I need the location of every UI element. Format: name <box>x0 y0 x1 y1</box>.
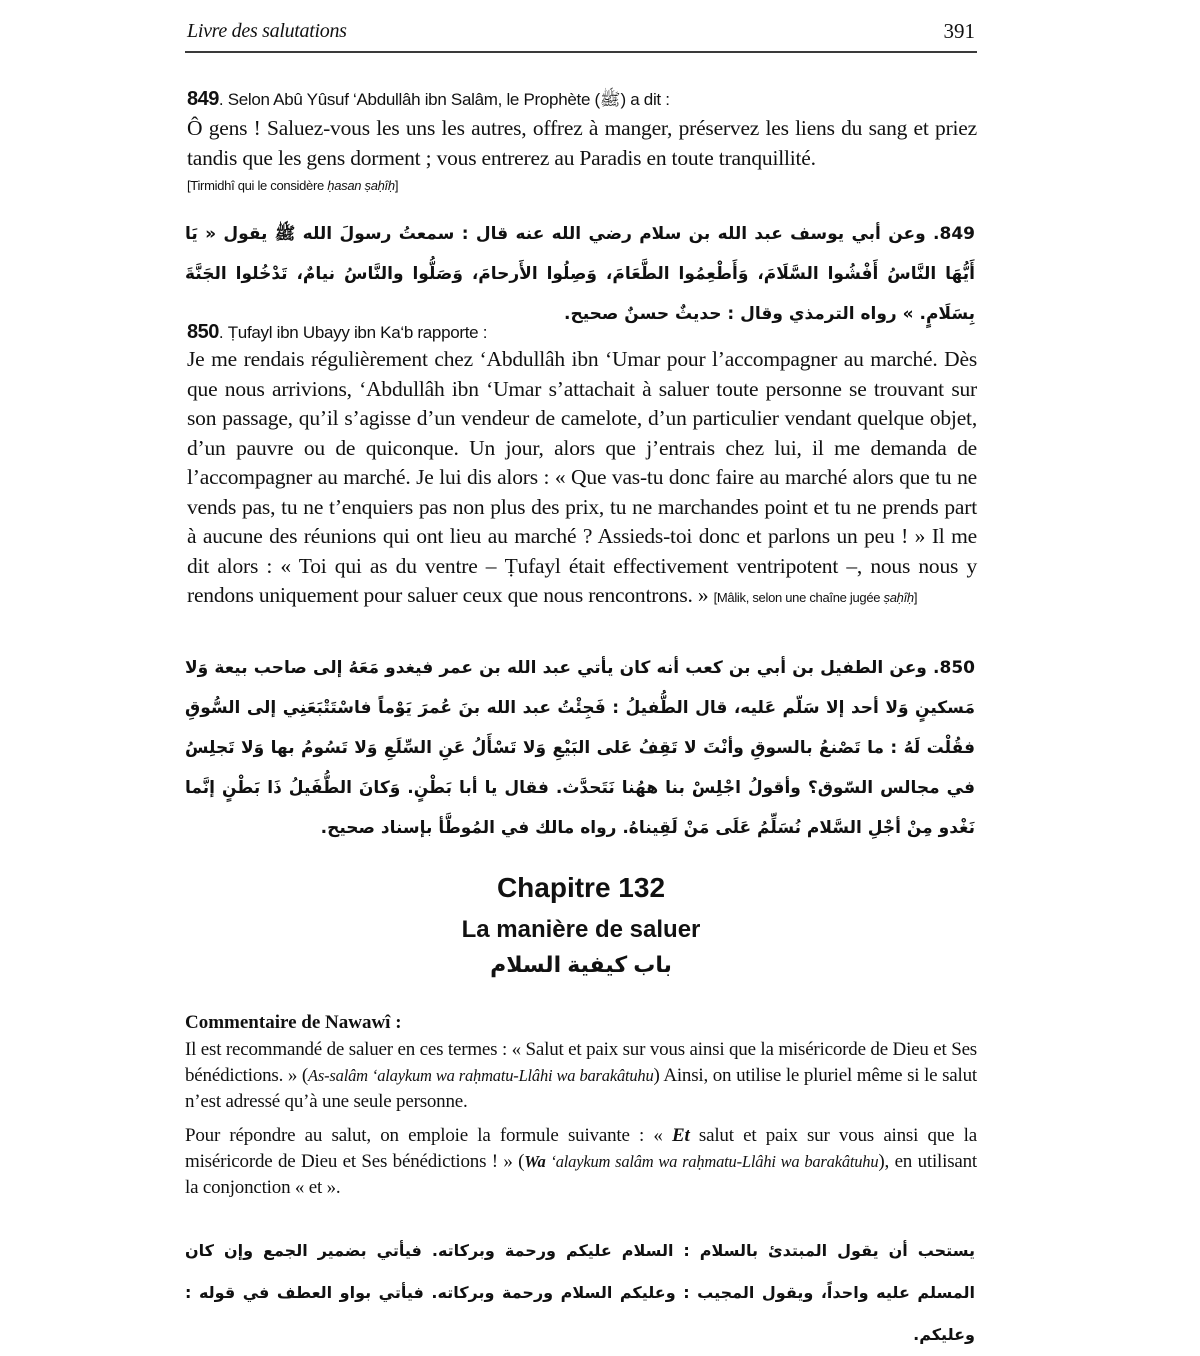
hadith-850-arabic: 850. وعن الطفيل بن أبي بن كعب أنه كان يأتي عبد الله بن عمر فيغدو مَعَهُ إلى صاحب بيعة وَلا مَسكينٍ وَلا أحد إلا سَلّم عَليه، قال الطُّفيلُ : فَجِئْتُ عبد الله بنَ عُمرَ يَوْماً فاسْتَتْبَعَنِي إلى السُّوقِ فقُلْت لَهُ : ما تَصْنعُ بالسوقِ وأنْتَ لا تَقِفُ عَلى البَيْعِ وَلا تَسْأَلُ عَنِ السِّلَعِ وَلا تَسُومُ بها وَلا تَجلِسُ في مجالس السّوق؟ وأقولُ اجْلِسْ بنا ههُنا نَتَحدَّث. فقال يا أبا بَطْنٍ. وَكانَ الطُّفَيلُ ذَا بَطْنٍ إنَّما نَغْدو مِنْ أجْلِ السَّلام نُسَلِّمُ عَلَى مَنْ لَقِيناهُ. رواه مالك في المُوطَّأ بإسناد صحيح. <box>185 658 975 838</box>
reference-grade: ṣaḥîḥ <box>883 590 914 605</box>
commentary-heading: Commentaire de Nawawî : <box>185 1012 402 1033</box>
hadith-number: 850 <box>187 321 219 343</box>
chapter-title: La manière de saluer <box>461 916 701 943</box>
transliteration: Wa ‘alaykum salâm wa raḥmatu-Llâhi wa barakâtuhu <box>524 1152 879 1171</box>
hadith-intro: . Ṭufayl ibn Ubayy ibn Ka‘b rapporte : <box>218 323 488 342</box>
hadith-850-label <box>187 321 487 344</box>
running-header <box>185 18 977 48</box>
commentary-paragraph-2: Pour répondre au salut, on emploie la formule suivante : « Et salut et paix sur vous ainsi que la miséricorde de Dieu et Ses bénédictions ! » (Wa ‘alaykum salâm wa raḥmatu-Llâhi wa barakâtuhu), en utilisant la conjonction « et ». <box>185 1125 978 1198</box>
transliteration: As-salâm ‘alaykum wa raḥmatu-Llâhi wa barakâtuhu <box>308 1066 654 1085</box>
chapter-number: Chapitre 132 <box>496 872 666 903</box>
hadith-849-reference: [Tirmidhî qui le considère ḥasan ṣaḥîḥ] <box>187 178 399 193</box>
commentary-arabic: يستحب أن يقول المبتدئ بالسلام : السلام عليكم ورحمة وبركاته. فيأتي بضمير الجمع وإن كان المسلم عليه واحداً، ويقول المجيب : وعليكم السلام ورحمة وبركاته. فيأتي بواو العطف في قوله : وعليكم. <box>185 1241 975 1344</box>
hadith-849-text: Ô gens ! Saluez-vous les uns les autres, offrez à manger, préservez les liens du sang et priez tandis que les gens dorment ; vous entrerez au Paradis en toute tranquillité. <box>187 116 977 170</box>
emphasis: Et <box>672 1125 690 1146</box>
hadith-intro: . Selon Abû Yûsuf ‘Abdullâh ibn Salâm, le Prophète (ﷺ) a dit : <box>218 90 670 109</box>
commentary-paragraph-1: Il est recommandé de saluer en ces termes : « Salut et paix sur vous ainsi que la miséricorde de Dieu et Ses bénédictions. » (As-salâm ‘alaykum wa raḥmatu-Llâhi wa barakâtuhu) Ainsi, on utilise le pluriel même si le salut n’est adressé qu’à une seule personne. <box>185 1039 977 1112</box>
reference-grade: ḥasan ṣaḥîḥ <box>327 178 395 193</box>
hadith-850-reference: [Mâlik, selon une chaîne jugée ṣaḥîḥ] <box>713 590 918 605</box>
header-rule <box>185 51 977 53</box>
running-title: Livre des salutations <box>187 20 347 42</box>
hadith-849-arabic: 849. وعن أبي يوسف عبد الله بن سلام رضي الله عنه قال : سمعتُ رسولَ الله ﷺ يقول « يَا أَيُّهَا النَّاسُ أَفْشُوا السَّلَامَ، وَأَطْعِمُوا الطَّعَامَ، وَصِلُوا الأَرحامَ، وَصَلُّوا والنَّاسُ نيامٌ، تَدْخُلوا الجَنَّةَ بِسَلَامٍ. » رواه الترمذي وقال : حديثٌ حسنٌ صحيح. <box>185 224 975 324</box>
hadith-849-label <box>187 88 670 114</box>
page-number: 391 <box>943 19 975 43</box>
chapter-title-arabic: باب كيفية السلام <box>490 952 672 977</box>
hadith-number: 849 <box>187 88 219 110</box>
hadith-850-text: Je me rendais régulièrement chez ‘Abdullâh ibn ‘Umar pour l’accompagner au marché. Dès que nous arrivions, ‘Abdullâh ibn ‘Umar s’attachait à saluer toute personne se trouvant sur son passage, qu’il s’agisse d’un vendeur de camelote, d’un particulier vendant quelque objet, d’un pauvre ou de quiconque. Un jour, alors que j’entrais chez lui, il me demanda de l’accompagner au marché. Je lui dis alors : « Que vas-tu donc faire au marché alors que tu ne vends pas, tu ne t’enquiers pas non plus des prix, tu ne marchandes point et tu ne prends part à aucune des réunions qui ont lieu au marché ? Assieds-toi donc et parlons un peu ! » Il me dit alors : « Toi qui as du ventre – Ṭufayl était effectivement ventripotent –, nous nous y rendons uniquement pour saluer ceux que nous rencontrons. » [Mâlik, selon une chaîne jugée ṣaḥîḥ] <box>187 347 977 607</box>
